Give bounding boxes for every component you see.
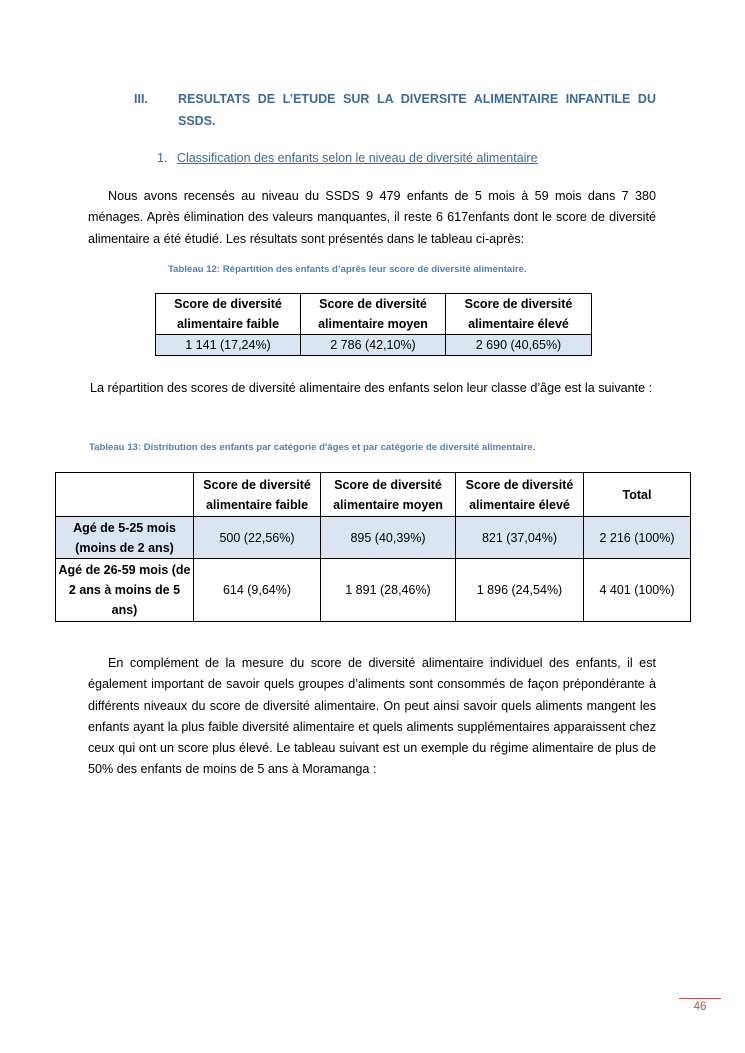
- table-cell: 895 (40,39%): [321, 517, 456, 559]
- row-header-cell: Agé de 26-59 mois (de 2 ans à moins de 5 ans): [56, 559, 194, 622]
- table-header-row: [56, 473, 691, 517]
- table-header-row: [156, 294, 592, 335]
- header-cell: Score de diversité alimentaire moyen: [321, 473, 456, 517]
- header-cell: Score de diversité alimentaire élevé: [446, 294, 592, 335]
- table-cell: 1 896 (24,54%): [456, 559, 584, 622]
- table-13: [55, 472, 691, 622]
- table-row: [56, 559, 691, 622]
- footer-divider: [679, 998, 721, 999]
- subsection-title: Classification des enfants selon le niveau de diversité alimentaire: [176, 151, 538, 165]
- header-cell-empty: [56, 473, 194, 517]
- paragraph-intro: Nous avons recensés au niveau du SSDS 9 479 enfants de 5 mois à 59 mois dans 7 380 ménages. Après élimination des valeurs manquantes, il reste 6 617enfants dont le score de diversité alimentaire a été étudié. Les résultats sont présentés dans le tableau ci-après:: [88, 189, 656, 246]
- table-cell: 4 401 (100%): [584, 559, 691, 622]
- section-number: III.: [134, 92, 148, 106]
- header-cell: Score de diversité alimentaire faible: [194, 473, 321, 517]
- paragraph-complement: En complément de la mesure du score de diversité alimentaire individuel des enfants, il est également important de savoir quels groupes d’aliments sont consommés de façon prépondérante à différents niveaux du score de diversité alimentaire. On peut ainsi savoir quels aliments mangent les enfants ayant la plus faible diversité alimentaire et quels aliments supplémentaires apparaissent chez ceux qui ont un score plus élevé. Le tableau suivant est un exemple du régime alimentaire de plus de 50% des enfants de moins de 5 ans à Moramanga :: [88, 656, 656, 777]
- table-cell: 2 690 (40,65%): [446, 335, 592, 356]
- table-cell: 500 (22,56%): [194, 517, 321, 559]
- table-row: [156, 335, 592, 356]
- table-cell: 1 891 (28,46%): [321, 559, 456, 622]
- header-cell: Score de diversité alimentaire élevé: [456, 473, 584, 517]
- paragraph-distribution: La répartition des scores de diversité alimentaire des enfants selon leur classe d’âge est la suivante :: [90, 381, 653, 395]
- header-cell: Total: [584, 473, 691, 517]
- header-cell: Score de diversité alimentaire moyen: [301, 294, 446, 335]
- table-cell: 1 141 (17,24%): [156, 335, 301, 356]
- table-row: [56, 517, 691, 559]
- section-title: RESULTATS DE L’ETUDE SUR LA DIVERSITE ALIMENTAIRE INFANTILE DU SSDS.: [178, 92, 656, 128]
- table-cell: 614 (9,64%): [194, 559, 321, 622]
- table-12: [155, 293, 592, 356]
- row-header-cell: Agé de 5-25 mois (moins de 2 ans): [56, 517, 194, 559]
- table-cell: 2 786 (42,10%): [301, 335, 446, 356]
- table-cell: 821 (37,04%): [456, 517, 584, 559]
- table13-caption: Tableau 13: Distribution des enfants par catégorie d'âges et par catégorie de diversité alimentaire.: [89, 442, 536, 453]
- table-cell: 2 216 (100%): [584, 517, 691, 559]
- subsection-number: 1.: [157, 151, 168, 165]
- table12-caption: Tableau 12: Répartition des enfants d’après leur score de diversité alimentaire.: [168, 264, 527, 275]
- subsection-heading: [157, 148, 538, 168]
- header-cell: Score de diversité alimentaire faible: [156, 294, 301, 335]
- page-number: 46: [693, 1001, 707, 1013]
